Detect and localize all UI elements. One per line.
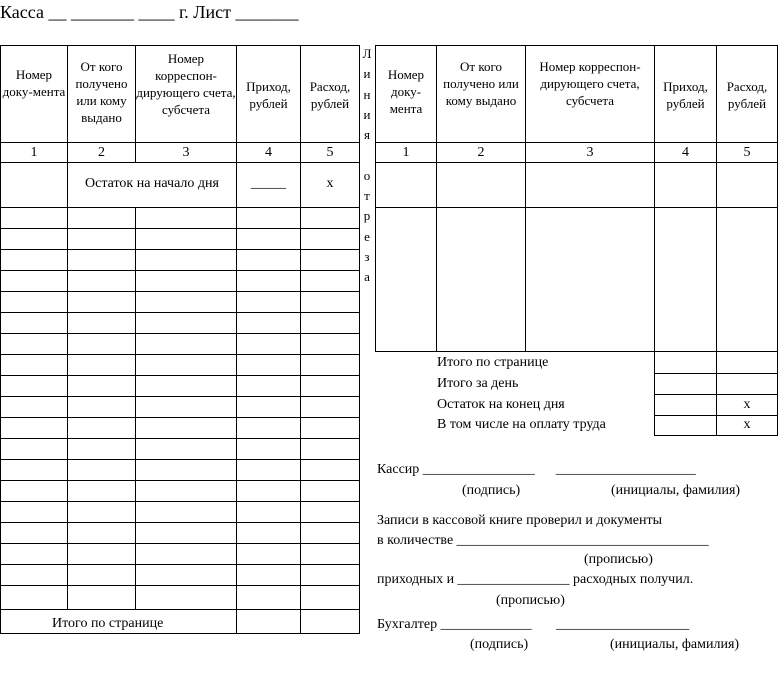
cut-line-char: з xyxy=(364,248,370,264)
cut-line-char: а xyxy=(364,269,370,285)
total-page-label: Итого по странице xyxy=(437,355,549,370)
incoming-outgoing-line: приходных и ________________ расходных получил. xyxy=(377,572,694,587)
right-col-number: 2 xyxy=(477,145,485,160)
right-header-doc-number: Номер доку-мента xyxy=(387,67,425,116)
accountant-name-caption: (инициалы, фамилия) xyxy=(610,637,740,652)
cut-line-char xyxy=(361,145,373,165)
left-col-number: 5 xyxy=(326,145,334,160)
cut-line-char: е xyxy=(364,228,370,244)
left-page-total-label: Итого по странице xyxy=(52,616,164,631)
right-header-income: Приход, рублей xyxy=(663,79,708,111)
cut-line-char: н xyxy=(363,86,371,102)
checked-records-line: Записи в кассовой книге проверил и документы xyxy=(377,513,662,528)
cut-line-char: Л xyxy=(362,46,372,61)
cashier-name-caption: (инициалы, фамилия) xyxy=(611,483,741,498)
cut-line-char: о xyxy=(363,167,371,183)
documents-count-caption: (прописью) xyxy=(584,552,653,567)
cut-line-char: и xyxy=(363,106,371,122)
total-day-label: Итого за день xyxy=(437,376,519,391)
right-col-number: 3 xyxy=(586,145,594,160)
left-header-account: Номер корреспон-дирующего счета, субсчета xyxy=(136,51,236,117)
left-col-number: 4 xyxy=(265,145,272,160)
left-header-expense: Расход, рублей xyxy=(309,79,351,111)
closing-balance-label: Остаток на конец дня xyxy=(437,397,565,412)
closing-balance-expense-x: x xyxy=(743,397,751,412)
left-header-from-whom: От кого получено или кому выдано xyxy=(75,59,128,125)
left-col-number: 1 xyxy=(30,145,38,160)
right-col-number: 1 xyxy=(402,145,410,160)
left-header-income: Приход, рублей xyxy=(246,79,291,111)
left-table-border xyxy=(1,46,360,634)
cut-line-label xyxy=(361,44,373,288)
opening-income-blank: _____ xyxy=(251,176,286,191)
right-header-from-whom: От кого получено или кому выдано xyxy=(443,59,519,108)
cashier-signature-line: Кассир ________________ ____________________ xyxy=(377,462,696,477)
labor-payment-expense-x: x xyxy=(743,417,751,432)
documents-count-line: в количестве ____________________________________ xyxy=(377,533,709,548)
page-header: Касса __ _______ ____ г. Лист _______ xyxy=(0,2,299,22)
cut-line-char: я xyxy=(364,127,370,143)
accountant-signature-line: Бухгалтер _____________ ___________________ xyxy=(377,617,690,632)
cut-line-char: т xyxy=(364,188,370,204)
cashier-sign-caption: (подпись) xyxy=(462,483,521,498)
incoming-caption: (прописью) xyxy=(496,593,565,608)
right-header-expense: Расход, рублей xyxy=(726,79,768,111)
opening-expense-x: x xyxy=(326,176,334,191)
cut-line-char: р xyxy=(363,208,371,224)
right-header-account: Номер корреспон-дирующего счета, субсчета xyxy=(539,59,641,108)
right-col-number: 5 xyxy=(743,145,751,160)
accountant-sign-caption: (подпись) xyxy=(470,637,529,652)
left-col-number: 2 xyxy=(98,145,105,160)
labor-payment-label: В том числе на оплату труда xyxy=(437,417,606,432)
opening-balance-label: Остаток на начало дня xyxy=(85,176,219,191)
left-header-doc-number: Номер доку-мента xyxy=(2,67,66,99)
left-col-number: 3 xyxy=(182,145,190,160)
right-col-number: 4 xyxy=(682,145,689,160)
cut-line-char: и xyxy=(363,66,371,82)
